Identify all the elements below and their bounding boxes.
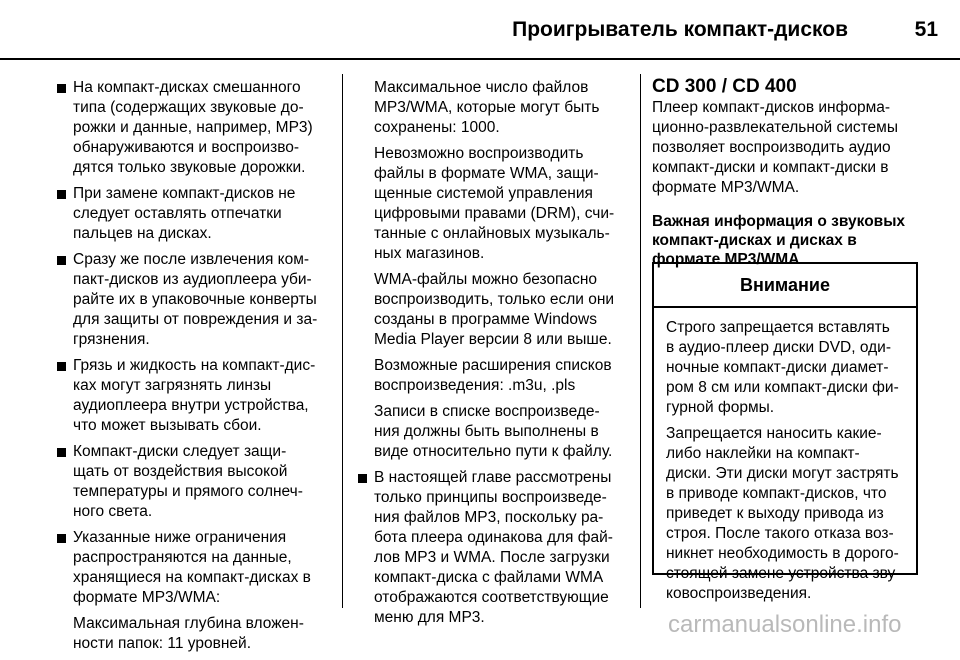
text-line: гурной формы. — [666, 399, 775, 416]
subheading — [652, 212, 920, 269]
text-line: файлы в формате WMA, защи- — [374, 165, 599, 182]
text-line: Компакт-диски следует защи- — [73, 443, 287, 460]
text-line: меню для MP3. — [374, 609, 485, 626]
page-number: 51 — [914, 18, 938, 41]
bullet-item — [57, 250, 332, 350]
text-line: щенные системой управления — [374, 185, 593, 202]
text-line: пальцев на дисках. — [73, 225, 212, 242]
bullet-item — [57, 528, 332, 608]
page-title: Проигрыватель компакт-дисков — [512, 18, 848, 41]
text-line: цифровыми правами (DRM), счи- — [374, 205, 615, 222]
text-line: Запрещается наносить какие- — [666, 425, 882, 442]
paragraph — [358, 356, 630, 396]
text-line: диски. Эти диски могут застрять — [666, 465, 899, 482]
text-line: приведет к выходу привода из — [666, 505, 884, 522]
text-line: формате MP3/WMA — [652, 251, 800, 268]
notice-body — [654, 308, 916, 604]
bullet-item — [358, 468, 630, 628]
header-rule — [0, 58, 960, 60]
text-line: созданы в программе Windows — [374, 311, 597, 328]
paragraph — [358, 144, 630, 264]
text-line: Грязь и жидкость на компакт-дис- — [73, 357, 316, 374]
text-line: Важная информация о звуковых — [652, 213, 906, 230]
text-line: обнаруживаются и воспроизво- — [73, 139, 300, 156]
column-2 — [358, 78, 630, 634]
text-line: Сразу же после извлечения ком- — [73, 251, 310, 268]
text-line: ных магазинов. — [374, 245, 485, 262]
text-line: никнет необходимость в дорого- — [666, 545, 899, 562]
text-line: сохранены: 1000. — [374, 119, 500, 136]
notice-box — [652, 262, 918, 602]
text-line: ковоспроизведения. — [666, 585, 812, 602]
text-line: воспроизведения: .m3u, .pls — [374, 377, 576, 394]
paragraph — [358, 402, 630, 462]
text-line: компакт-диски и компакт-диски в — [652, 159, 889, 176]
text-line: щать от воздействия высокой — [73, 463, 288, 480]
text-line: строя. После такого отказа воз- — [666, 525, 894, 542]
text-line: ках могут загрязнять линзы — [73, 377, 272, 394]
text-line: Плеер компакт-дисков информа- — [652, 99, 891, 116]
text-line: Записи в списке воспроизведе- — [374, 403, 600, 420]
text-line: аудиоплеера внутри устройства, — [73, 397, 309, 414]
text-line: райте их в упаковочные конверты — [73, 291, 317, 308]
text-line: ром 8 см или компакт-диски фи- — [666, 379, 899, 396]
text-line: отображаются соответствующие — [374, 589, 609, 606]
text-line: Возможные расширения списков — [374, 357, 612, 374]
text-line: только принципы воспроизведе- — [374, 489, 607, 506]
text-line: виде относительно пути к файлу. — [374, 443, 613, 460]
bullet-item — [57, 442, 332, 522]
text-line: Максимальная глубина вложен- — [73, 615, 304, 632]
text-line: MP3/WMA, которые могут быть — [374, 99, 600, 116]
section-title: CD 300 / CD 400 — [652, 76, 797, 97]
text-line: воспроизводить, только если они — [374, 291, 615, 308]
column-3 — [652, 78, 920, 279]
paragraph — [666, 424, 906, 604]
watermark: carmanualsonline.info — [668, 611, 902, 638]
text-line: При замене компакт-дисков не — [73, 185, 296, 202]
text-line: Строго запрещается вставлять — [666, 319, 890, 336]
text-line: позволяет воспроизводить аудио — [652, 139, 891, 156]
text-line: температуры и прямого солнеч- — [73, 483, 303, 500]
text-line: Media Player версии 8 или выше. — [374, 331, 612, 348]
text-line: распространяются на данные, — [73, 549, 292, 566]
text-line: танные с онлайновых музыкаль- — [374, 225, 610, 242]
text-line: формате MP3/WMA: — [73, 589, 221, 606]
text-line: ности папок: 11 уровней. — [73, 635, 252, 652]
text-line: грязнения. — [73, 331, 150, 348]
page-header — [0, 0, 960, 60]
text-line: следует оставлять отпечатки — [73, 205, 282, 222]
notice-heading: Внимание — [654, 264, 916, 308]
text-line: для защиты от повреждения и за- — [73, 311, 318, 328]
column-1 — [57, 78, 332, 660]
text-line: либо наклейки на компакт- — [666, 445, 860, 462]
text-line: ния файлов MP3, поскольку ра- — [374, 509, 604, 526]
text-line: компакт-дисках и дисках в — [652, 232, 857, 249]
text-line: рожки и данные, например, MP3) — [73, 119, 313, 136]
text-line: ционно-развлекательной системы — [652, 119, 898, 136]
column-divider-1 — [342, 74, 343, 608]
column-divider-2 — [640, 74, 641, 608]
text-line: В настоящей главе рассмотрены — [374, 469, 612, 486]
text-line: ния должны быть выполнены в — [374, 423, 599, 440]
text-line: На компакт-дисках смешанного — [73, 79, 301, 96]
text-line: типа (содержащих звуковые до- — [73, 99, 304, 116]
paragraph — [358, 270, 630, 350]
text-line: пакт-дисков из аудиоплеера уби- — [73, 271, 312, 288]
text-line: бота плеера одинакова для фай- — [374, 529, 613, 546]
text-line: ночные компакт-диски диамет- — [666, 359, 889, 376]
text-line: компакт-диска с файлами WMA — [374, 569, 604, 586]
text-line: хранящиеся на компакт-дисках в — [73, 569, 311, 586]
text-line: в приводе компакт-дисков, что — [666, 485, 887, 502]
text-line: WMA-файлы можно безопасно — [374, 271, 598, 288]
text-line: Указанные ниже ограничения — [73, 529, 287, 546]
paragraph — [57, 614, 332, 654]
text-line: лов MP3 и WMA. После загрузки — [374, 549, 610, 566]
text-line: что может вызывать сбои. — [73, 417, 262, 434]
paragraph — [358, 78, 630, 138]
text-line: в аудио-плеер диски DVD, оди- — [666, 339, 891, 356]
text-line: дятся только звуковые дорожки. — [73, 159, 306, 176]
bullet-item — [57, 356, 332, 436]
intro-paragraph — [652, 98, 920, 198]
text-line: стоящей замене устройства зву- — [666, 565, 901, 582]
text-line: ного света. — [73, 503, 153, 520]
bullet-item — [57, 78, 332, 178]
bullet-item — [57, 184, 332, 244]
text-line: Максимальное число файлов — [374, 79, 589, 96]
paragraph — [666, 318, 906, 418]
text-line: формате MP3/WMA. — [652, 179, 800, 196]
text-line: Невозможно воспроизводить — [374, 145, 584, 162]
